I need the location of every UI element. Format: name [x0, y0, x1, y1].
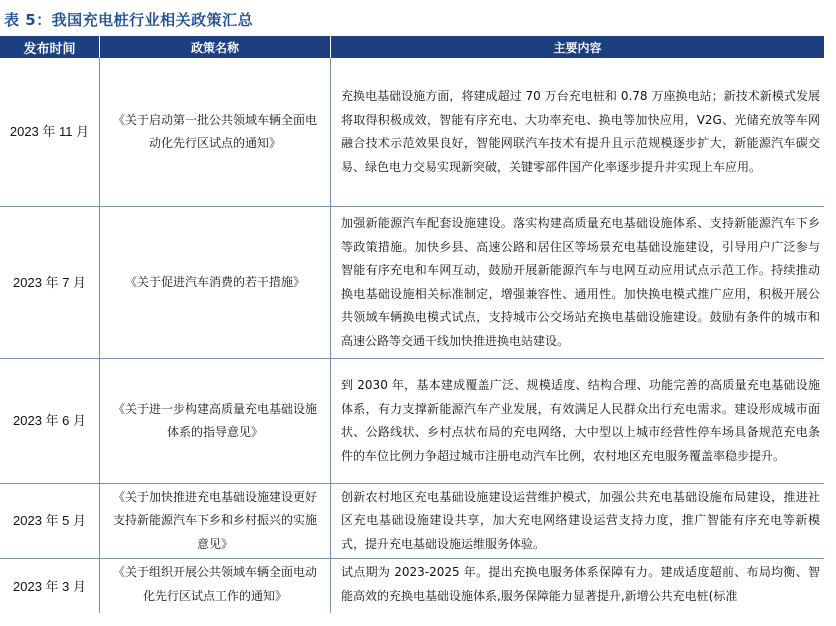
row-time: 2023 年 3 月: [13, 579, 86, 594]
policy-table: [0, 36, 824, 613]
row-policy-name: [100, 359, 331, 484]
row-time: 2023 年 7 月: [0, 207, 100, 359]
content-text: 到 2030 年，基本建成覆盖广泛、规模适度、结构合理、功能完善的高质量充电基础设施体系，有力支撑新能源汽车产业发展，有效满足人民群众出行充电需求。建设形成城市面状、公路线状、乡村点状布局的充电网络，大中型以上城市经营性停车场具备规范充电条件的车位比例力争超过城市注册电动汽车比例，农村地区充电服务覆盖率稳步提升。: [341, 378, 820, 463]
policy-name-text: 《关于加快推进充电基础设施建设更好支持新能源汽车下乡和乡村振兴的实施意见》: [112, 489, 317, 551]
header-main-content: 主要内容: [331, 36, 825, 58]
policy-name-text: 《关于启动第一批公共领域车辆全面电动化先行区试点的通知》: [112, 112, 317, 150]
table-row: [0, 484, 824, 559]
row-content: [331, 559, 825, 614]
table-header-row: [0, 36, 824, 58]
header-policy-name: 政策名称: [100, 36, 331, 58]
policy-name-text: 《关于组织开展公共领域车辆全面电动化先行区试点工作的通知》: [112, 565, 317, 603]
policy-name-text: 《关于进一步构建高质量充电基础设施体系的指导意见》: [112, 401, 317, 439]
row-time: 2023 年 5 月: [0, 484, 100, 559]
row-policy-name: [100, 484, 331, 559]
policy-name-text: 《关于促进汽车消费的若干措施》: [124, 274, 305, 289]
row-content: [331, 58, 825, 207]
row-policy-name: [100, 58, 331, 207]
row-policy-name: [100, 207, 331, 359]
content-text: 创新农村地区充电基础设施建设运营维护模式，加强公共充电基础设施布局建设，推进社区充电基础设施建设共享，加大充电网络建设运营支持力度，推广智能有序充电等新模式，提升充电基础设施运维服务体验。: [341, 489, 820, 551]
row-time: 2023 年 11 月: [0, 58, 100, 207]
content-text: 加强新能源汽车配套设施建设。落实构建高质量充电基础设施体系、支持新能源汽车下乡等政策措施。加快乡县、高速公路和居住区等场景充电基础设施建设，引导用户广泛参与智能有序充电和车网互动，鼓励开展新能源汽车与电网互动应用试点示范工作。持续推动换电基础设施相关标准制定，增强兼容性、通用性。加快换电模式推广应用，积极开展公共领域车辆换电模式试点，支持城市公交场站充换电基础设施建设。鼓励有条件的城市和高速公路等交通干线加快推进换电站建设。: [341, 216, 820, 348]
row-content: [331, 484, 825, 559]
content-text: 充换电基础设施方面，将建成超过 70 万台充电桩和 0.78 万座换电站；新技术新模式发展将取得积极成效，智能有序充电、大功率充电、换电等加快应用，V2G、光储充放等车网融合技术示范效果良好，智能网联汽车技术有提升且示范规模逐步扩大，新能源汽车碳交易、绿色电力交易实现新突破，关键零部件国产化率逐步提升并实现上车应用。: [341, 89, 820, 174]
header-time: 发布时间: [0, 36, 100, 58]
row-content: [331, 359, 825, 484]
row-time: 2023 年 6 月: [0, 359, 100, 484]
table-row: [0, 559, 824, 614]
table-row: [0, 359, 824, 484]
table-row: [0, 207, 824, 359]
table-title: 表 5：我国充电桩行业相关政策汇总: [4, 11, 254, 29]
content-text: 试点期为 2023-2025 年。提出充换电服务体系保障有力。建成适度超前、布局均衡、智能高效的充换电基础设施体系,服务保障能力显著提升,新增公共充电桩(标准: [341, 565, 820, 603]
row-policy-name: [100, 559, 331, 614]
row-content: [331, 207, 825, 359]
table-row: [0, 58, 824, 207]
